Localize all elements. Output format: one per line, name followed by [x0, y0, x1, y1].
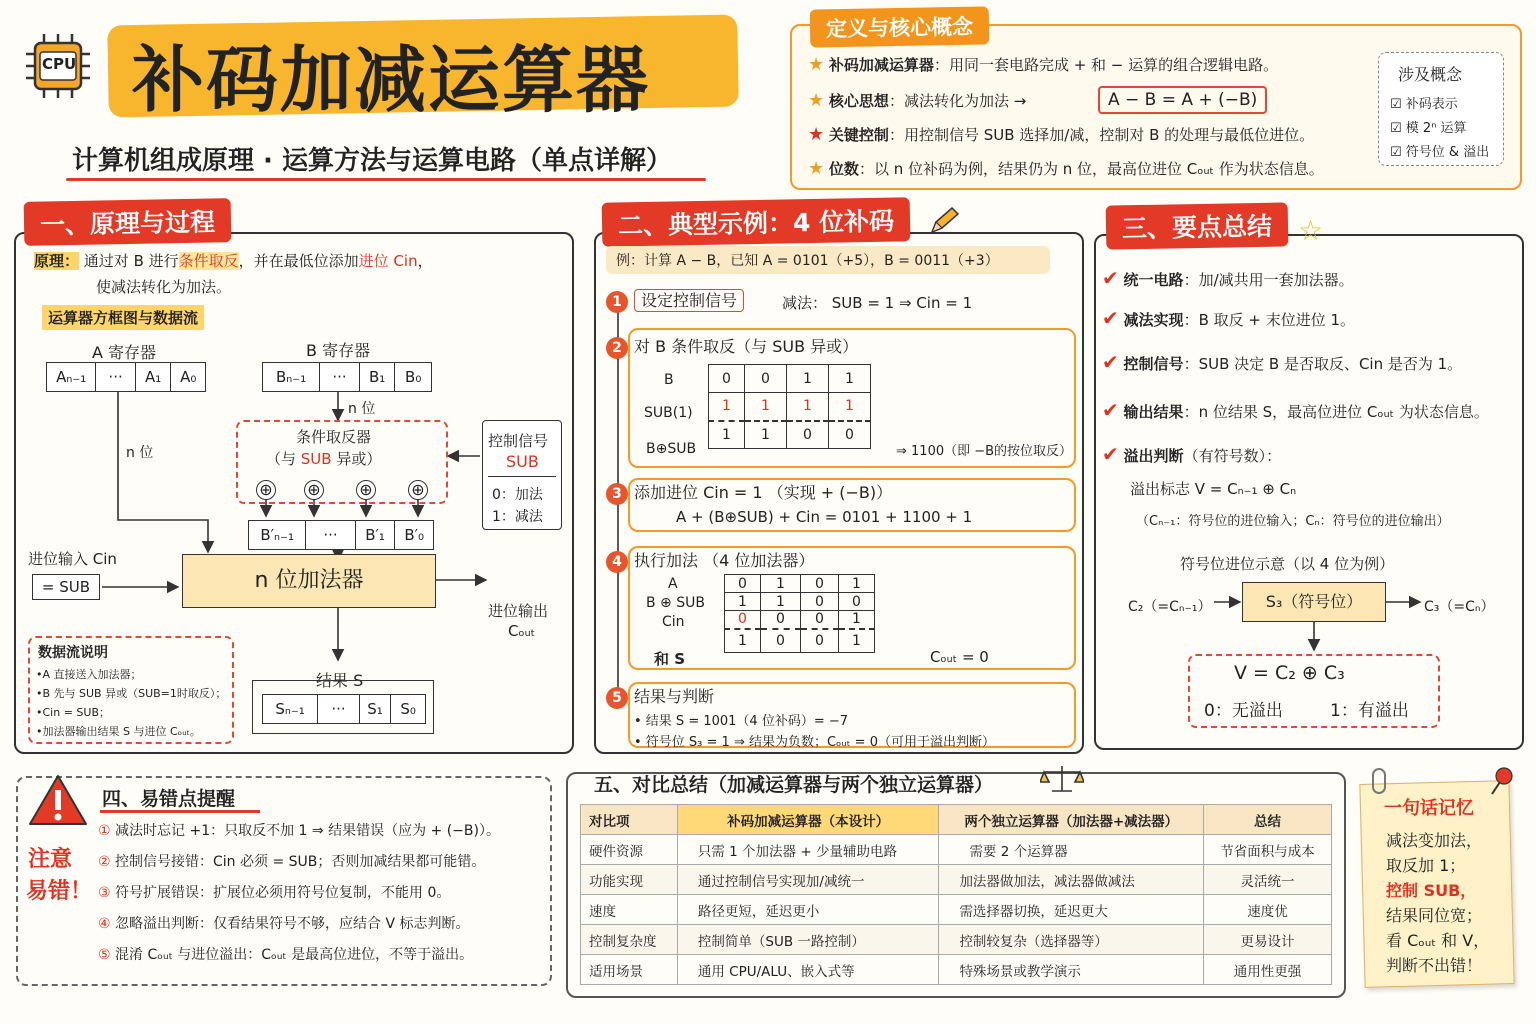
warn-text: 易错！ — [26, 879, 93, 904]
t4-sum-header: 和 S — [654, 650, 686, 668]
carry-out-label: C₃（=Cₙ） — [1424, 599, 1495, 615]
summary-item: ✔ 溢出判断（有符号数）： — [1102, 442, 1282, 466]
table-row: 适用场景 通用 CPU/ALU、嵌入式等 特殊场景或教学演示 通用性更强 — [581, 955, 1332, 985]
def-item: ★ 关键控制：用控制信号 SUB 选择加/减，控制对 B 的处理与最低位进位。 — [808, 124, 1315, 145]
t4-cout: Cₒᵤₜ = 0 — [930, 648, 989, 666]
table-header: 补码加减运算器（本设计） — [677, 805, 939, 835]
section-3-title: 三、要点总结 — [1106, 202, 1289, 249]
a-register: Aₙ₋₁ ··· A₁ A₀ — [46, 362, 206, 392]
no-overflow: 0：无溢出 — [1204, 701, 1283, 721]
result-label: 结果 S — [316, 671, 364, 690]
memo-line: 判断不出错！ — [1386, 956, 1483, 975]
section-5-title: 五、对比总结（加减运算器与两个独立运算器） — [594, 774, 994, 796]
t2-header: B⊕SUB — [646, 441, 697, 457]
table-row: 速度 路径更短，延迟更小 需选择器切换，延迟更大 速度优 — [581, 895, 1332, 925]
step-3-equation: A + (B⊕SUB) + Cin = 0101 + 1100 + 1 — [676, 508, 973, 526]
data-flow-item: •加法器输出结果 S 与进位 Cₒᵤₜ。 — [36, 725, 201, 738]
b-register: Bₙ₋₁ ··· B₁ B₀ — [262, 362, 432, 392]
step-2: 2 对 B 条件取反（与 SUB 异或） — [606, 334, 858, 359]
data-flow-title: 数据流说明 — [38, 645, 108, 661]
summary-item: ✔ 控制信号：SUB 决定 B 是否取反、Cin 是否为 1。 — [1102, 350, 1463, 374]
core-formula: A − B = A + (−B) — [1098, 86, 1267, 114]
step-5-line: • 符号位 S₃ = 1 ⇒ 结果为负数；Cₒᵤₜ = 0（可用于溢出判断） — [634, 735, 995, 750]
n-bit-label: n 位 — [126, 445, 154, 461]
cout-symbol: Cₒᵤₜ — [508, 622, 536, 640]
memo-line: 看 Cₒᵤₜ 和 V， — [1386, 931, 1490, 950]
step-3: 3 添加进位 Cin = 1 （实现 + (−B)） — [606, 480, 892, 505]
pushpin-icon — [1488, 766, 1516, 796]
overflow-equation: V = C₂ ⊕ C₃ — [1234, 662, 1345, 684]
inverter-label: 条件取反器 — [296, 428, 372, 446]
cpu-label: CPU — [42, 55, 77, 73]
table-row: 硬件资源 只需 1 个加法器 + 少量辅助电路 需要 2 个运算器 节省面积与成本 — [581, 835, 1332, 865]
step-5-line: • 结果 S = 1001（4 位补码）= −7 — [634, 714, 849, 729]
pitfall-item: ① 减法时忘记 +1：只取反不加 1 ⇒ 结果错误（应为 + (−B)）。 — [98, 823, 500, 839]
control-signal-add: 0：加法 — [492, 487, 543, 503]
xor-gate-icon: ⊕ — [408, 480, 428, 500]
star-icon: ★ — [808, 124, 825, 145]
overflow-note: （Cₙ₋₁：符号位的进位输入；Cₙ：符号位的进位输出） — [1136, 514, 1450, 529]
check-icon: ✔ — [1102, 350, 1119, 374]
def-item: ★ 位数：以 n 位补码为例，结果仍为 n 位，最高位进位 Cₒᵤₜ 作为状态信息。 — [808, 158, 1324, 179]
data-flow-item: •B 先与 SUB 异或（SUB=1时取反）； — [36, 687, 227, 700]
inverter-sublabel: （与 SUB 异或） — [266, 450, 382, 468]
cin-box: = SUB — [32, 574, 100, 600]
n-bit-adder: n 位加法器 — [182, 554, 436, 608]
warning-icon — [26, 772, 90, 828]
diagram-label: 运算器方框图与数据流 — [42, 305, 204, 330]
section-4-underline — [100, 810, 260, 813]
check-icon: ✔ — [1102, 306, 1119, 330]
control-signal-divider — [488, 476, 556, 477]
check-icon: ✔ — [1102, 266, 1119, 290]
concepts-title: 涉及概念 — [1398, 65, 1463, 84]
result-register: Sₙ₋₁ ··· S₁ S₀ — [262, 694, 426, 724]
control-signal-title: 控制信号 — [488, 432, 549, 450]
summary-item: ✔ 统一电路：加/减共用一套加法器。 — [1102, 266, 1354, 290]
def-item: ★ 核心思想：减法转化为加法 → — [808, 90, 1027, 111]
sign-bit-arrows — [1200, 580, 1460, 660]
t2-header: B — [664, 372, 674, 388]
star-icon: ★ — [808, 158, 825, 179]
t4-header: A — [668, 576, 678, 592]
t4-header: B ⊕ SUB — [646, 595, 705, 611]
definitions-title: 定义与核心概念 — [810, 6, 990, 47]
summary-item: ✔ 输出结果：n 位结果 S，最高位进位 Cₒᵤₜ 为状态信息。 — [1102, 398, 1489, 422]
page-title: 补码加减运算器 — [132, 38, 651, 122]
concept-item: ☑ 补码表示 — [1390, 97, 1458, 112]
t2-note: ⇒ 1100（即 −B的按位取反） — [896, 444, 1073, 459]
xor-gate-icon: ⊕ — [304, 480, 324, 500]
section-2-title: 二、典型示例：4 位补码 — [602, 197, 911, 246]
memo-line: 取反加 1； — [1386, 856, 1466, 875]
adder-table: 0 1 0 1 1 1 0 0 0 0 0 1 1 0 0 1 — [724, 574, 875, 653]
b-register-label: B 寄存器 — [306, 341, 371, 360]
carry-in-label: C₂（=Cₙ₋₁） — [1128, 599, 1212, 615]
paperclip-icon — [1372, 768, 1386, 794]
sign-bit-box: S₃（符号位） — [1242, 582, 1386, 622]
data-flow-item: •Cin = SUB； — [36, 706, 110, 719]
xor-table: 0 0 1 1 1 1 1 1 1 1 0 0 — [708, 364, 871, 449]
table-header: 对比项 — [581, 805, 678, 835]
step-1: 1 设定控制信号 — [606, 288, 744, 313]
pitfall-item: ⑤ 混淆 Cₒᵤₜ 与进位溢出：Cₒᵤₜ 是最高位进位，不等于溢出。 — [98, 947, 474, 963]
table-header: 总结 — [1204, 805, 1332, 835]
section-4-title: 四、易错点提醒 — [102, 788, 236, 810]
step-1-equation: 减法： SUB = 1 ⇒ Cin = 1 — [782, 294, 973, 312]
principle-line-1: 原理： 通过对 B 进行条件取反，并在最低位添加进位 Cin， — [34, 252, 433, 270]
star-icon: ★ — [808, 54, 825, 75]
check-icon: ✔ — [1102, 442, 1119, 466]
sign-bit-title: 符号位进位示意（以 4 位为例） — [1180, 555, 1395, 573]
summary-item: ✔ 减法实现：B 取反 + 末位进位 1。 — [1102, 306, 1356, 330]
memo-line: 控制 SUB， — [1386, 881, 1477, 900]
b-prime-register: B′ₙ₋₁ ··· B′₁ B′₀ — [248, 520, 434, 550]
concept-item: ☑ 符号位 & 溢出 — [1390, 145, 1490, 160]
control-signal-subtract: 1：减法 — [492, 509, 543, 525]
cin-label: 进位输入 Cin — [28, 550, 117, 568]
comparison-table — [580, 804, 1332, 985]
principle-line-2: 使减法转化为加法。 — [96, 278, 232, 296]
section-1-title: 一、原理与过程 — [24, 198, 232, 246]
xor-gate-icon: ⊕ — [356, 480, 376, 500]
scale-icon — [1040, 764, 1084, 794]
warn-text: 注意 — [28, 847, 73, 872]
has-overflow: 1：有溢出 — [1330, 701, 1409, 721]
step-5: 5 结果与判断 — [606, 684, 714, 709]
def-item: ★ 补码加减运算器：用同一套电路完成 + 和 − 运算的组合逻辑电路。 — [808, 54, 1279, 75]
memo-line: 减法变加法， — [1386, 831, 1483, 850]
step-4: 4 执行加法 （4 位加法器） — [606, 548, 814, 573]
concept-item: ☑ 模 2ⁿ 运算 — [1390, 121, 1467, 136]
star-icon: ★ — [808, 90, 825, 111]
pitfall-item: ② 控制信号接错：Cin 必须 = SUB；否则加减结果都可能错。 — [98, 854, 486, 870]
data-flow-item: •A 直接送入加法器； — [36, 668, 142, 681]
t4-header: Cin — [662, 614, 685, 630]
table-header: 两个独立运算器（加法器+减法器） — [939, 805, 1204, 835]
table-row: 控制复杂度 控制简单（SUB 一路控制） 控制较复杂（选择器等） 更易设计 — [581, 925, 1332, 955]
table-row: 功能实现 通过控制信号实现加/减统一 加法器做加法，减法器做减法 灵活统一 — [581, 865, 1332, 895]
a-register-label: A 寄存器 — [92, 343, 157, 362]
pitfall-item: ③ 符号扩展错误：扩展位必须用符号位复制，不能用 0。 — [98, 885, 451, 901]
cout-label: 进位输出 — [488, 602, 549, 620]
control-signal-sub: SUB — [506, 452, 539, 471]
memo-title: 一句话记忆 — [1384, 798, 1474, 819]
n-bit-label: n 位 — [348, 401, 376, 417]
pencil-icon — [928, 206, 960, 236]
pitfall-item: ④ 忽略溢出判断：仅看结果符号不够，应结合 V 标志判断。 — [98, 916, 470, 932]
t2-header: SUB(1) — [644, 405, 693, 421]
memo-line: 结果同位宽； — [1386, 906, 1483, 925]
xor-gate-icon: ⊕ — [256, 480, 276, 500]
page-subtitle: 计算机组成原理 · 运算方法与运算电路（单点详解） — [72, 146, 672, 176]
check-icon: ✔ — [1102, 398, 1119, 422]
star-icon: ☆ — [1298, 214, 1324, 247]
example-statement: 例：计算 A − B，已知 A = 0101（+5），B = 0011（+3） — [606, 246, 1050, 274]
overflow-flag: 溢出标志 V = Cₙ₋₁ ⊕ Cₙ — [1130, 480, 1297, 498]
